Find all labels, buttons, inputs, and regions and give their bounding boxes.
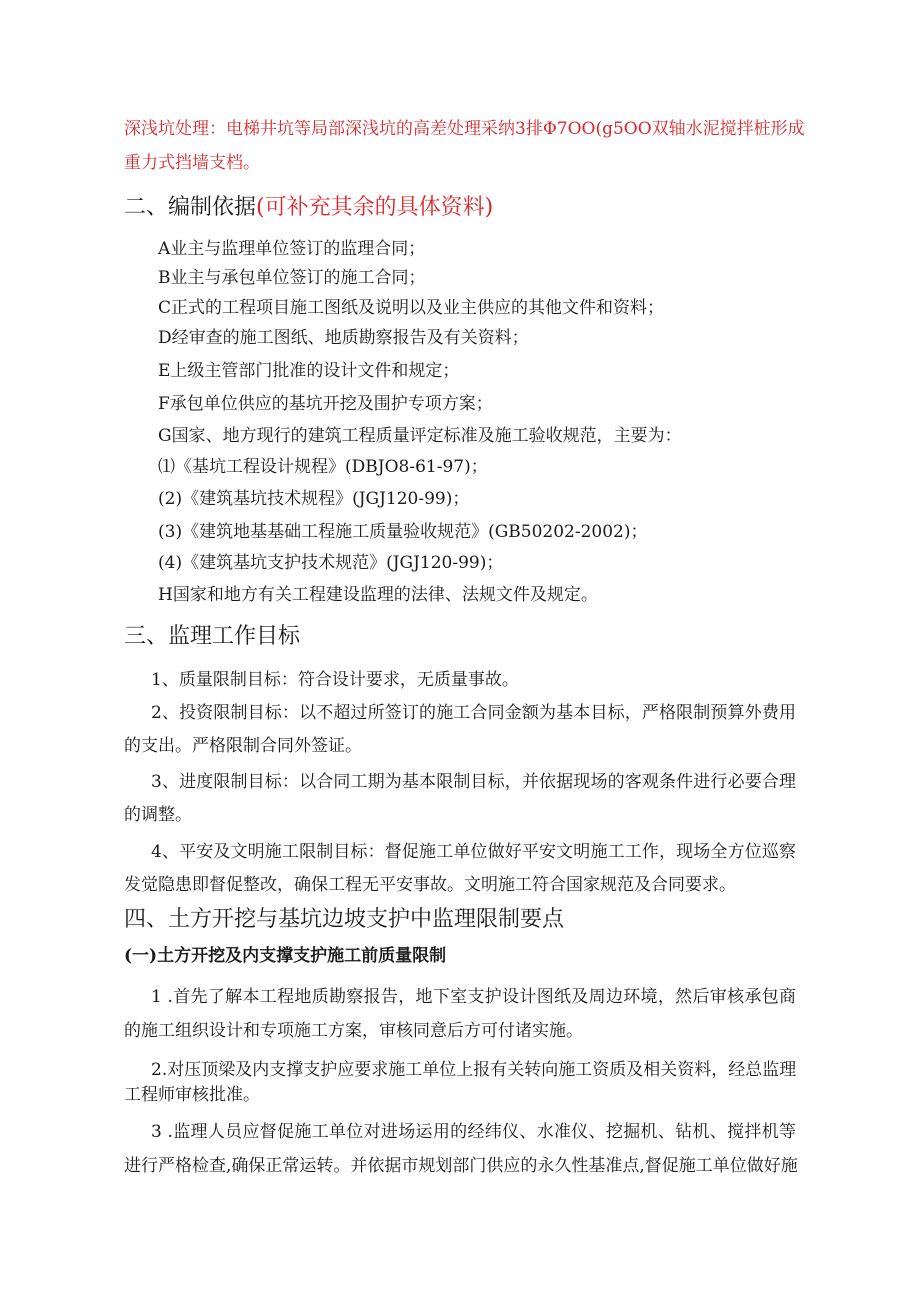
basis-item-h: H国家和地方有关工程建设监理的法律、法规文件及规定。 (158, 585, 598, 605)
basis-item-d: D经审查的施工图纸、地质勘察报告及有关资料； (158, 328, 529, 348)
section-2-heading-text: 二、编制依据 (124, 195, 257, 220)
standard-item-4: (4)《建筑基坑支护技术规范》(JGJ120-99)； (158, 553, 504, 573)
control-point-1-line-2: 的施工组织设计和专项施工方案，审核同意后方可付诸实施。 (124, 1021, 583, 1041)
control-point-3-line-2: 进行严格检查,确保正常运转。并依据市规划部门供应的永久性基准点,督促施工单位做好施 (124, 1156, 798, 1176)
goal-safety-line-1: 4、平安及文明施工限制目标：督促施工单位做好平安文明施工工作，现场全方位巡察 (151, 842, 796, 862)
standard-item-3: (3)《建筑地基基础工程施工质量验收规范》(GB50202-2002)； (158, 522, 648, 542)
section-4-subheading: (一)土方开挖及内支撑支护施工前质量限制 (124, 946, 447, 966)
control-point-3-line-1: 3 .监理人员应督促施工单位对进场运用的经纬仪、水准仪、挖掘机、钻机、搅拌机等 (151, 1122, 796, 1142)
control-point-2-line-2: 工程师审核批准。 (124, 1085, 260, 1105)
goal-investment-line-1: 2、投资限制目标：以不超过所签订的施工合同金额为基本目标，严格限制预算外费用 (151, 703, 796, 723)
basis-item-f: F承包单位供应的基坑开挖及围护专项方案； (158, 394, 493, 414)
goal-safety-line-2: 发觉隐患即督促整改，确保工程无平安事故。文明施工符合国家规范及合同要求。 (124, 875, 736, 895)
basis-item-c: C正式的工程项目施工图纸及说明以及业主供应的其他文件和资料； (158, 298, 665, 318)
goal-investment-line-2: 的支出。严格限制合同外签证。 (124, 736, 362, 756)
standard-item-2: (2)《建筑基坑技术规程》(JGJ120-99)； (158, 489, 470, 509)
control-point-1-line-1: 1 .首先了解本工程地质勘察报告，地下室支护设计图纸及周边环境，然后审核承包商 (151, 987, 796, 1007)
basis-item-a: A业主与监理单位签订的监理合同； (158, 239, 426, 259)
basis-item-b: B业主与承包单位签订的施工合同； (158, 268, 426, 288)
control-point-2-line-1: 2.对压顶梁及内支撑支护应要求施工单位上报有关转向施工资质及相关资料，经总监理 (151, 1060, 797, 1080)
basis-item-g: G国家、地方现行的建筑工程质量评定标准及施工验收规范，主要为： (158, 426, 682, 446)
standard-item-1: ⑴《基坑工程设计规程》(DBJO8-61-97)； (158, 457, 488, 477)
section-2-heading-note: (可补充其余的具体资料) (256, 195, 494, 220)
basis-item-e: E上级主管部门批准的设计文件和规定； (158, 361, 460, 381)
goal-quality: 1、质量限制目标：符合设计要求，无质量事故。 (151, 670, 519, 690)
section-3-heading: 三、监理工作目标 (124, 624, 301, 649)
section-4-heading: 四、土方开挖与基坑边坡支护中监理限制要点 (124, 907, 565, 932)
section-2-heading (124, 193, 493, 223)
goal-schedule-line-1: 3、进度限制目标：以合同工期为基本限制目标，并依据现场的客观条件进行必要合理 (151, 772, 796, 792)
intro-line-2: 重力式挡墙支档。 (124, 153, 260, 173)
intro-line-1: 深浅坑处理：电梯井坑等局部深浅坑的高差处理采纳3排Φ7OO(g5OO双轴水泥搅拌桩形成 (124, 119, 805, 139)
goal-schedule-line-2: 的调整。 (124, 805, 192, 825)
